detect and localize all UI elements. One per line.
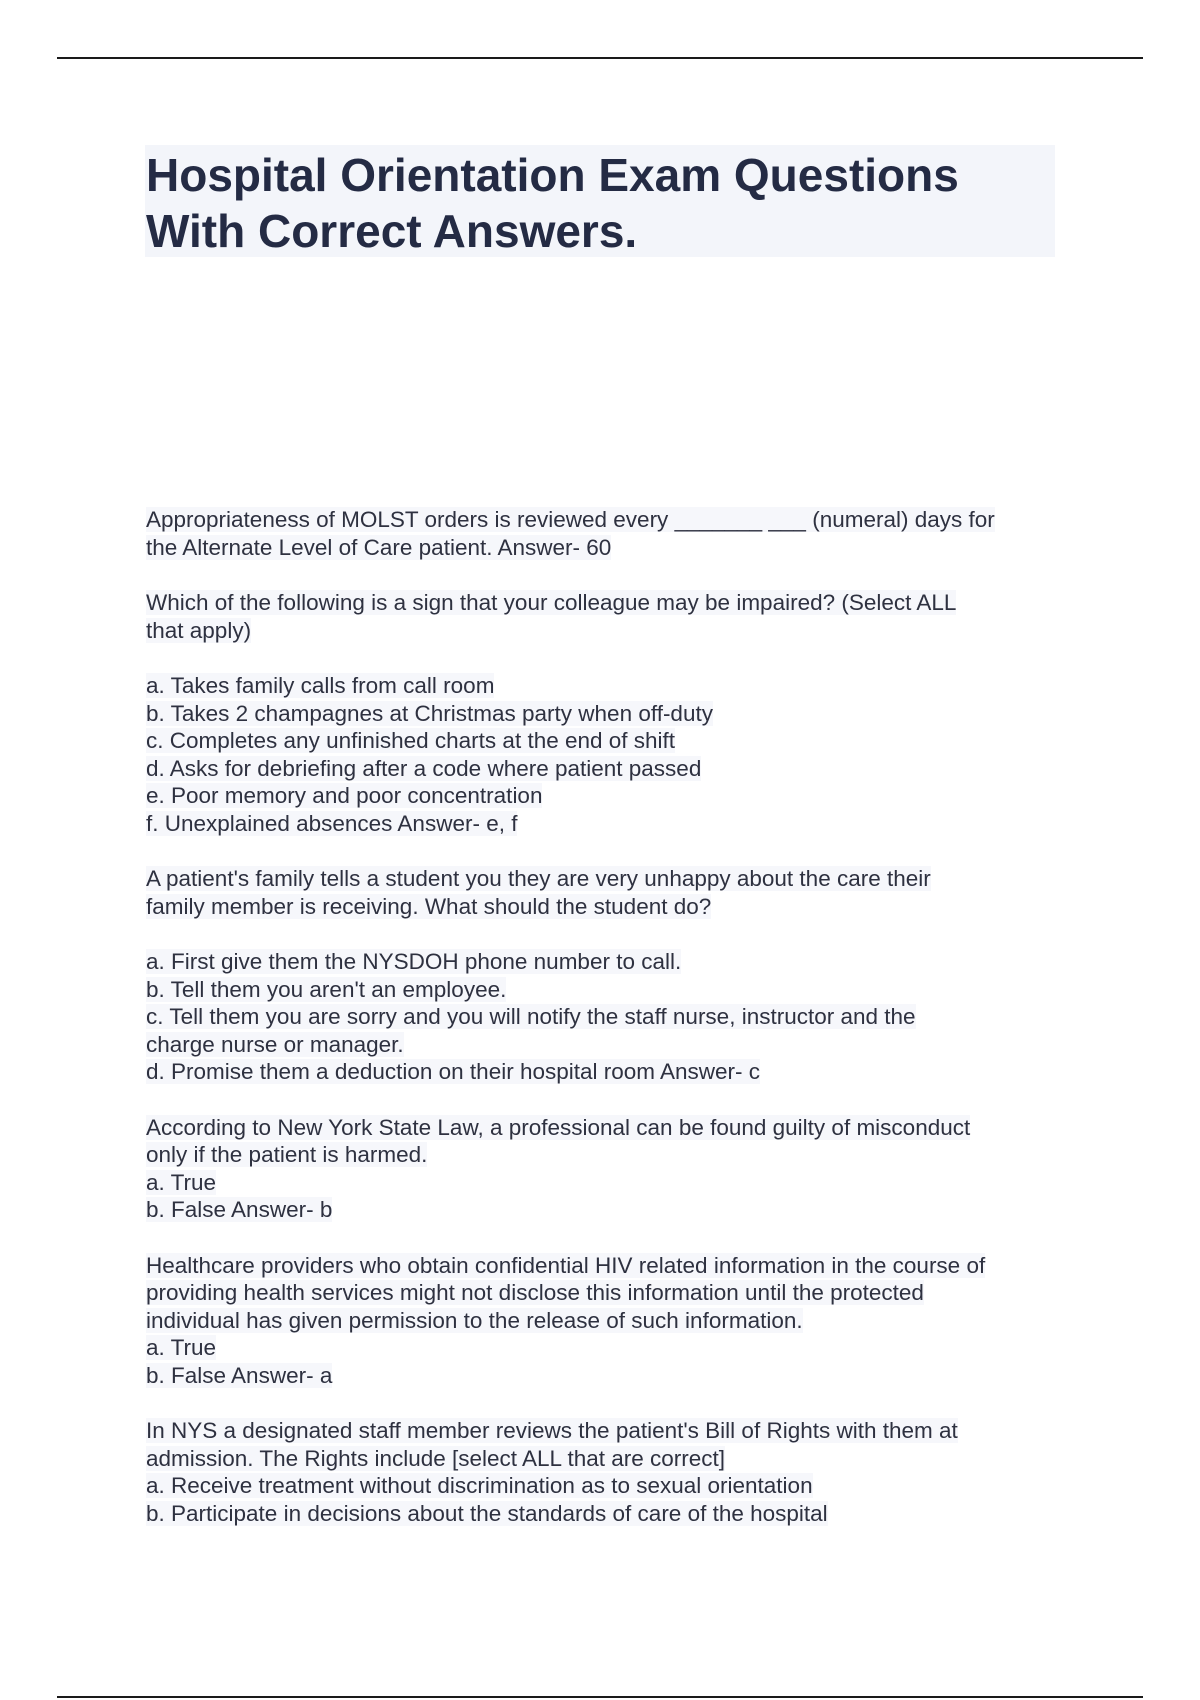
option-line: a. First give them the NYSDOH phone number to call. xyxy=(146,949,682,974)
question-block xyxy=(146,589,1061,644)
text-line: Which of the following is a sign that your colleague may be impaired? (Select ALL xyxy=(146,590,957,615)
option-line: a. Takes family calls from call room xyxy=(146,673,495,698)
text-line: providing health services might not disclose this information until the protected xyxy=(146,1280,924,1305)
text-line: family member is receiving. What should the student do? xyxy=(146,893,712,919)
title-line-2: With Correct Answers. xyxy=(146,205,638,257)
option-line: e. Poor memory and poor concentration xyxy=(146,783,543,808)
option-line: c. Tell them you are sorry and you will notify the staff nurse, instructor and the xyxy=(146,1004,916,1029)
options-block xyxy=(146,948,1061,1086)
text-line: the Alternate Level of Care patient. Answer- 60 xyxy=(146,534,612,560)
text-line: individual has given permission to the release of such information. xyxy=(146,1307,803,1333)
option-line: a. True xyxy=(146,1335,217,1360)
question-block xyxy=(146,1252,1061,1390)
text-line: Healthcare providers who obtain confidential HIV related information in the course of xyxy=(146,1252,986,1278)
option-line: d. Promise them a deduction on their hospital room Answer- c xyxy=(146,1059,761,1084)
question-list xyxy=(146,506,1061,1555)
text-line: admission. The Rights include [select ALL that are correct] xyxy=(146,1445,726,1471)
question-block xyxy=(146,1417,1061,1527)
question-block xyxy=(146,1114,1061,1224)
text-line: In NYS a designated staff member reviews the patient's Bill of Rights with them at xyxy=(146,1418,958,1443)
title-line-1: Hospital Orientation Exam Questions xyxy=(146,149,959,201)
question-block xyxy=(146,506,1061,561)
option-line: b. Participate in decisions about the standards of care of the hospital xyxy=(146,1500,828,1526)
top-rule xyxy=(57,57,1143,59)
text-line: only if the patient is harmed. xyxy=(146,1142,428,1167)
option-line: b. False Answer- b xyxy=(146,1197,333,1222)
option-line: a. True xyxy=(146,1169,217,1195)
text-line: According to New York State Law, a professional can be found guilty of misconduct xyxy=(146,1114,971,1140)
bottom-rule xyxy=(57,1696,1143,1698)
option-line: d. Asks for debriefing after a code where patient passed xyxy=(146,755,702,781)
option-line: b. Tell them you aren't an employee. xyxy=(146,976,507,1002)
text-line: that apply) xyxy=(146,617,252,643)
text-line: Appropriateness of MOLST orders is reviewed every _______ ___ (numeral) days for xyxy=(146,507,995,532)
option-line: c. Completes any unfinished charts at the end of shift xyxy=(146,728,676,753)
question-block xyxy=(146,865,1061,920)
option-line: b. Takes 2 champagnes at Christmas party when off-duty xyxy=(146,700,713,726)
option-line: a. Receive treatment without discrimination as to sexual orientation xyxy=(146,1473,813,1498)
text-line: A patient's family tells a student you they are very unhappy about the care their xyxy=(146,866,931,891)
page-title xyxy=(146,147,1056,259)
option-line: b. False Answer- a xyxy=(146,1362,333,1388)
option-line: charge nurse or manager. xyxy=(146,1031,404,1057)
options-block xyxy=(146,672,1061,837)
option-line: f. Unexplained absences Answer- e, f xyxy=(146,810,518,836)
